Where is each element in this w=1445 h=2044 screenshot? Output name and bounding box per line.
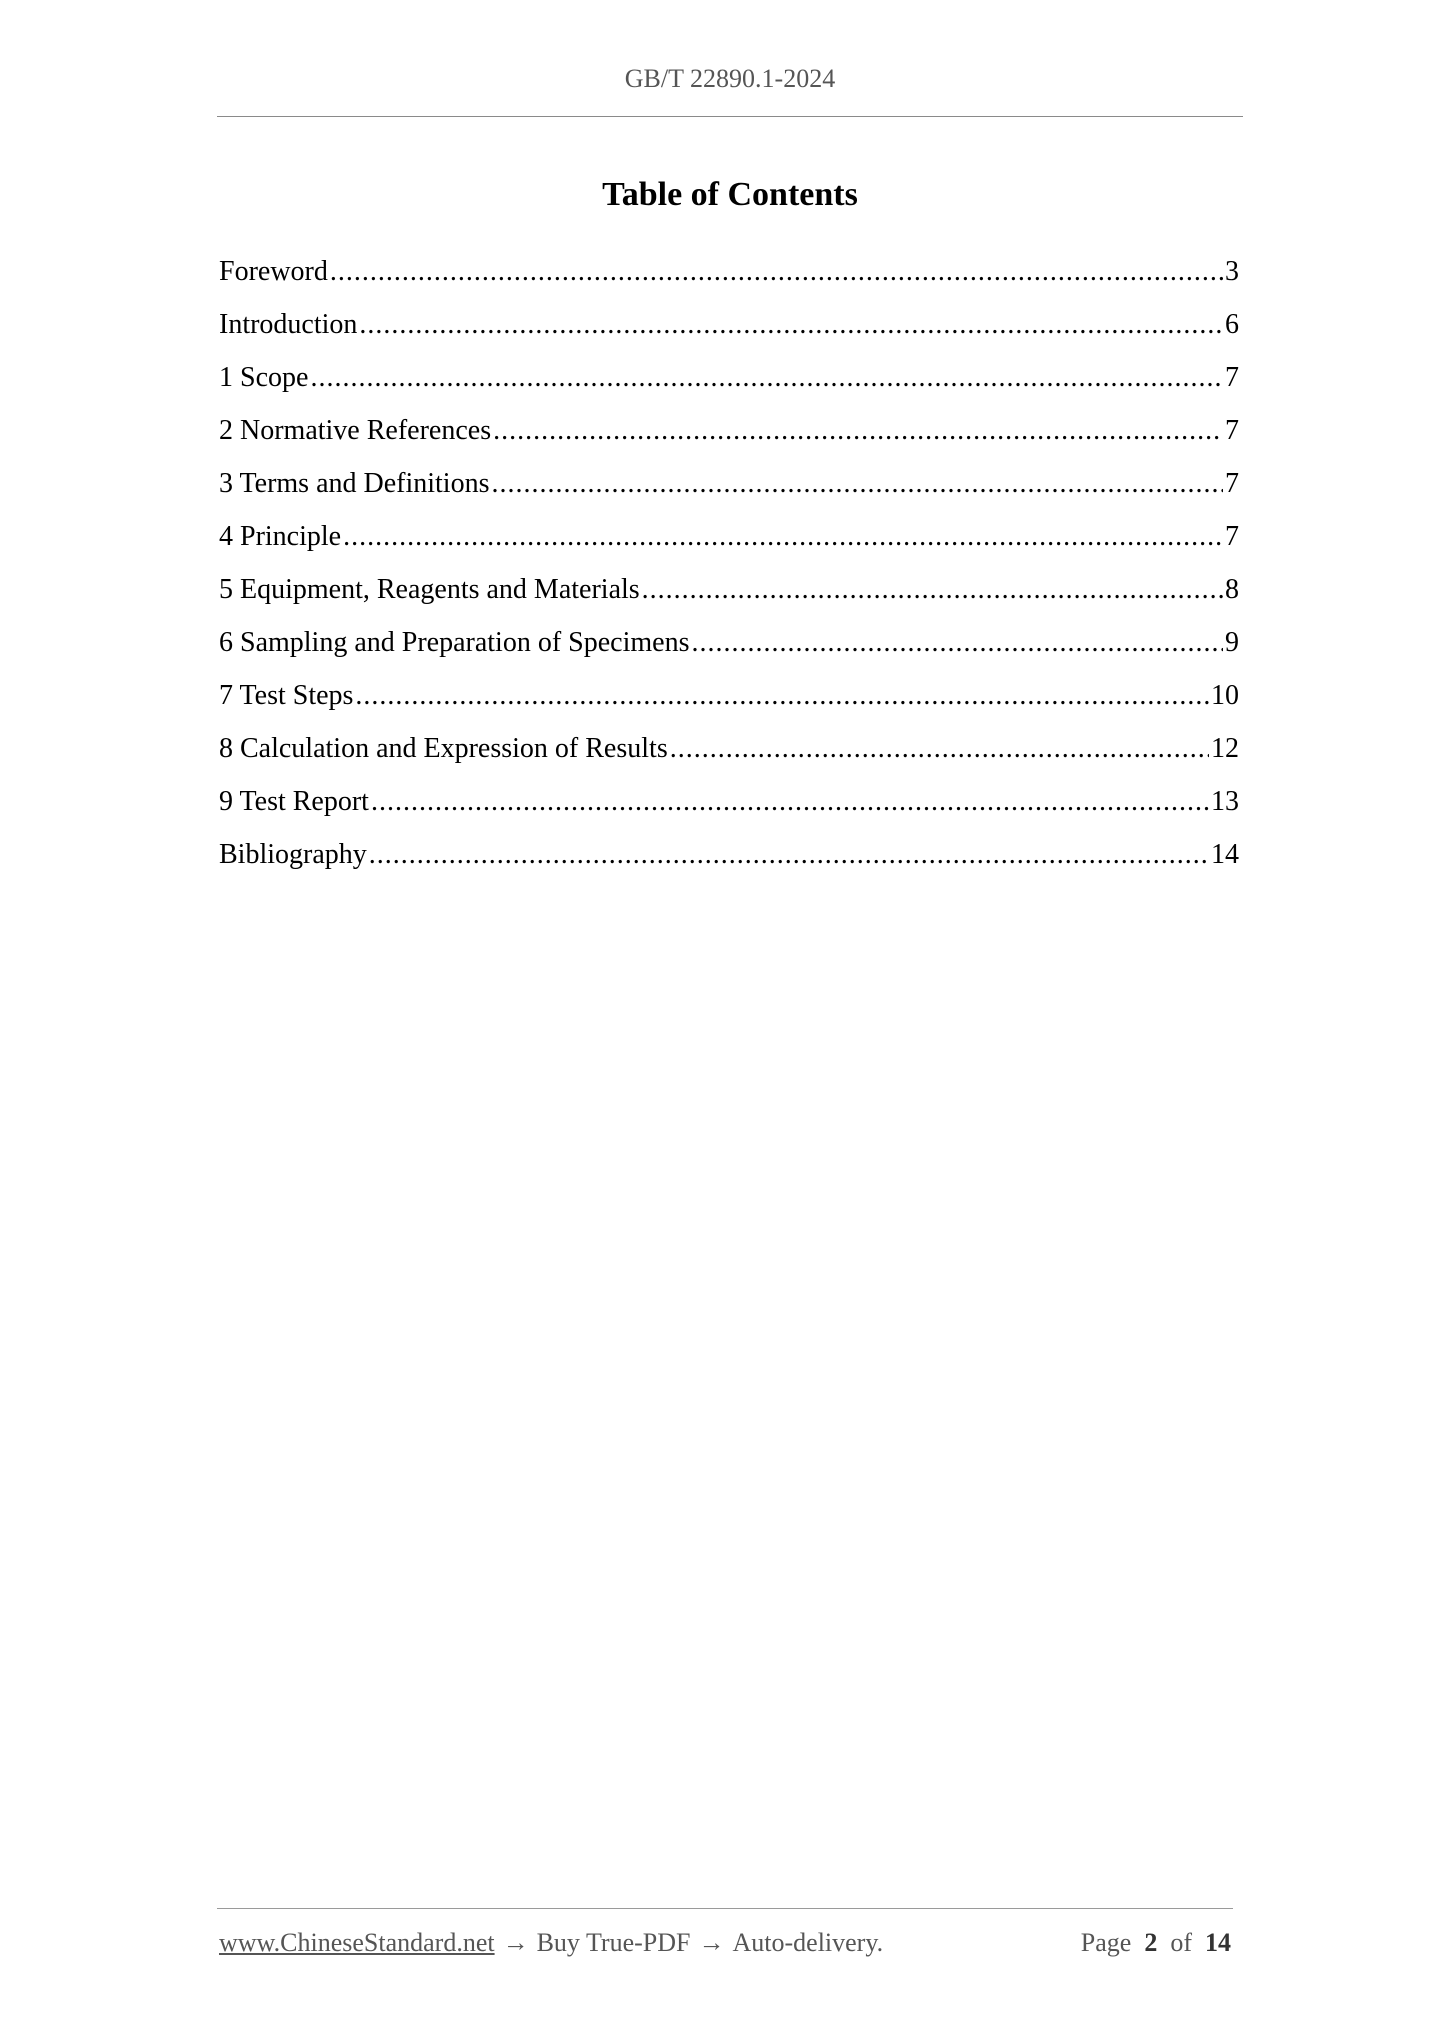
- toc-entry-page: 6: [1225, 309, 1239, 340]
- toc-entry-label: 7 Test Steps: [219, 680, 354, 711]
- toc-entry-label: 4 Principle: [219, 521, 342, 552]
- toc-list: [219, 252, 1239, 888]
- toc-entry-page: 7: [1225, 468, 1239, 499]
- toc-dot-leader: [330, 252, 1223, 292]
- toc-entry-terms-and-definitions[interactable]: [219, 464, 1239, 517]
- toc-dot-leader: [355, 676, 1209, 716]
- toc-entry-label: 1 Scope: [219, 362, 309, 393]
- toc-entry-test-steps[interactable]: [219, 676, 1239, 729]
- toc-entry-page: 13: [1211, 786, 1239, 817]
- footer-promo: [219, 1928, 883, 1958]
- toc-entry-foreword[interactable]: [219, 252, 1239, 305]
- toc-entry-bibliography[interactable]: [219, 835, 1239, 888]
- arrow-right-icon: →: [698, 1928, 725, 1957]
- page-word: Page: [1080, 1928, 1132, 1957]
- auto-delivery-text: Auto-delivery.: [732, 1928, 884, 1957]
- toc-entry-label: Foreword: [219, 256, 328, 287]
- toc-title: Table of Contents: [602, 176, 858, 213]
- buy-true-pdf-text: Buy True-PDF: [536, 1928, 691, 1957]
- toc-dot-leader: [670, 729, 1209, 769]
- of-word: of: [1170, 1928, 1192, 1957]
- footer-divider: [217, 1908, 1233, 1909]
- toc-entry-label: Bibliography: [219, 839, 367, 870]
- toc-entry-sampling-and-preparation[interactable]: [219, 623, 1239, 676]
- toc-entry-test-report[interactable]: [219, 782, 1239, 835]
- toc-dot-leader: [310, 358, 1223, 398]
- arrow-right-icon: →: [502, 1928, 529, 1957]
- toc-entry-page: 3: [1225, 256, 1239, 287]
- toc-dot-leader: [371, 782, 1209, 822]
- toc-entry-equipment-reagents-materials[interactable]: [219, 570, 1239, 623]
- page-footer: [219, 1928, 1231, 1958]
- toc-entry-page: 7: [1225, 415, 1239, 446]
- toc-entry-normative-references[interactable]: [219, 411, 1239, 464]
- toc-entry-principle[interactable]: [219, 517, 1239, 570]
- toc-entry-label: 8 Calculation and Expression of Results: [219, 733, 668, 764]
- toc-entry-scope[interactable]: [219, 358, 1239, 411]
- toc-entry-page: 14: [1211, 839, 1239, 870]
- toc-entry-page: 7: [1225, 521, 1239, 552]
- toc-entry-page: 12: [1211, 733, 1239, 764]
- toc-dot-leader: [642, 570, 1223, 610]
- toc-entry-label: 6 Sampling and Preparation of Specimens: [219, 627, 690, 658]
- toc-entry-label: 9 Test Report: [219, 786, 369, 817]
- toc-entry-page: 8: [1225, 574, 1239, 605]
- toc-dot-leader: [343, 517, 1223, 557]
- toc-dot-leader: [369, 835, 1209, 875]
- current-page-number: 2: [1144, 1928, 1158, 1957]
- toc-entry-label: 2 Normative References: [219, 415, 492, 446]
- toc-dot-leader: [691, 623, 1223, 663]
- toc-entry-introduction[interactable]: [219, 305, 1239, 358]
- toc-entry-page: 9: [1225, 627, 1239, 658]
- toc-dot-leader: [491, 464, 1223, 504]
- toc-entry-page: 7: [1225, 362, 1239, 393]
- toc-dot-leader: [493, 411, 1223, 451]
- toc-entry-label: Introduction: [219, 309, 358, 340]
- toc-entry-calculation-and-results[interactable]: [219, 729, 1239, 782]
- page-number-indicator: [1081, 1928, 1231, 1958]
- toc-entry-label: 3 Terms and Definitions: [219, 468, 490, 499]
- header-divider: [217, 116, 1243, 117]
- site-link[interactable]: www.ChineseStandard.net: [219, 1928, 495, 1957]
- total-pages-number: 14: [1205, 1928, 1231, 1957]
- toc-entry-label: 5 Equipment, Reagents and Materials: [219, 574, 640, 605]
- toc-dot-leader: [359, 305, 1223, 345]
- toc-entry-page: 10: [1211, 680, 1239, 711]
- page-header-standard-code: GB/T 22890.1-2024: [624, 64, 836, 93]
